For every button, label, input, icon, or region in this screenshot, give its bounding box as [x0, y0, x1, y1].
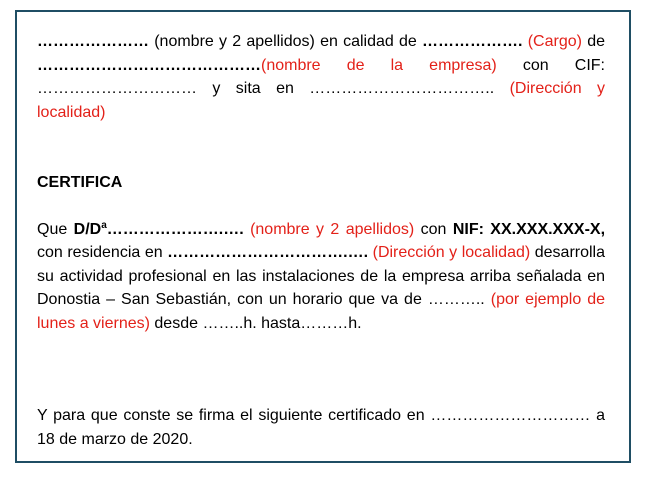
- employee-name-hint: (nombre y 2 apellidos): [250, 220, 415, 238]
- residence-hint: (Dirección y localidad): [372, 244, 531, 261]
- address-hint: (Dirección y localidad): [37, 80, 605, 121]
- heading-text: CERTIFICA: [37, 174, 123, 191]
- company-blank: ……………………………………: [37, 56, 261, 74]
- intro-paragraph: [37, 30, 605, 124]
- name-blank: …………………: [37, 33, 149, 50]
- certificate-body: [37, 30, 605, 451]
- residence-blank: …………………………….….: [167, 244, 373, 261]
- intro-text-3: con CIF: ………………………… y sita en ……………………………..: [37, 56, 605, 97]
- position-blank: ……………….: [422, 33, 523, 50]
- certifica-heading: [37, 171, 605, 195]
- nif-value: NIF: XX.XXX.XXX-X,: [452, 220, 606, 238]
- cert-text-3: con residencia en: [37, 244, 168, 261]
- title-superscript: a: [101, 219, 107, 231]
- position-hint: (Cargo): [522, 33, 582, 50]
- cert-text-4: desarrolla su actividad profesional en las instalaciones de la empresa arriba señalada en Donostia – San Sebastián, con un horario que va de ………..: [37, 244, 606, 308]
- intro-text-2: de: [581, 33, 605, 50]
- cert-text-2: con: [414, 220, 453, 238]
- intro-text: (nombre y 2 apellidos) en calidad de: [149, 33, 423, 50]
- cert-text-5: desde ……..h. hasta………h.: [149, 314, 362, 332]
- schedule-hint: (por ejemplo de lunes a viernes): [37, 291, 606, 332]
- closing-paragraph: Y para que conste se firma el siguiente certificado en ………………………… a 18 de marzo de 2020.: [37, 407, 605, 448]
- certification-paragraph: [37, 218, 605, 336]
- title-abbrev: D/D: [73, 220, 102, 238]
- employee-name-blank: ………………….….: [106, 220, 251, 238]
- cert-text-1: Que: [37, 220, 74, 238]
- company-hint: (nombre de la empresa): [261, 56, 497, 74]
